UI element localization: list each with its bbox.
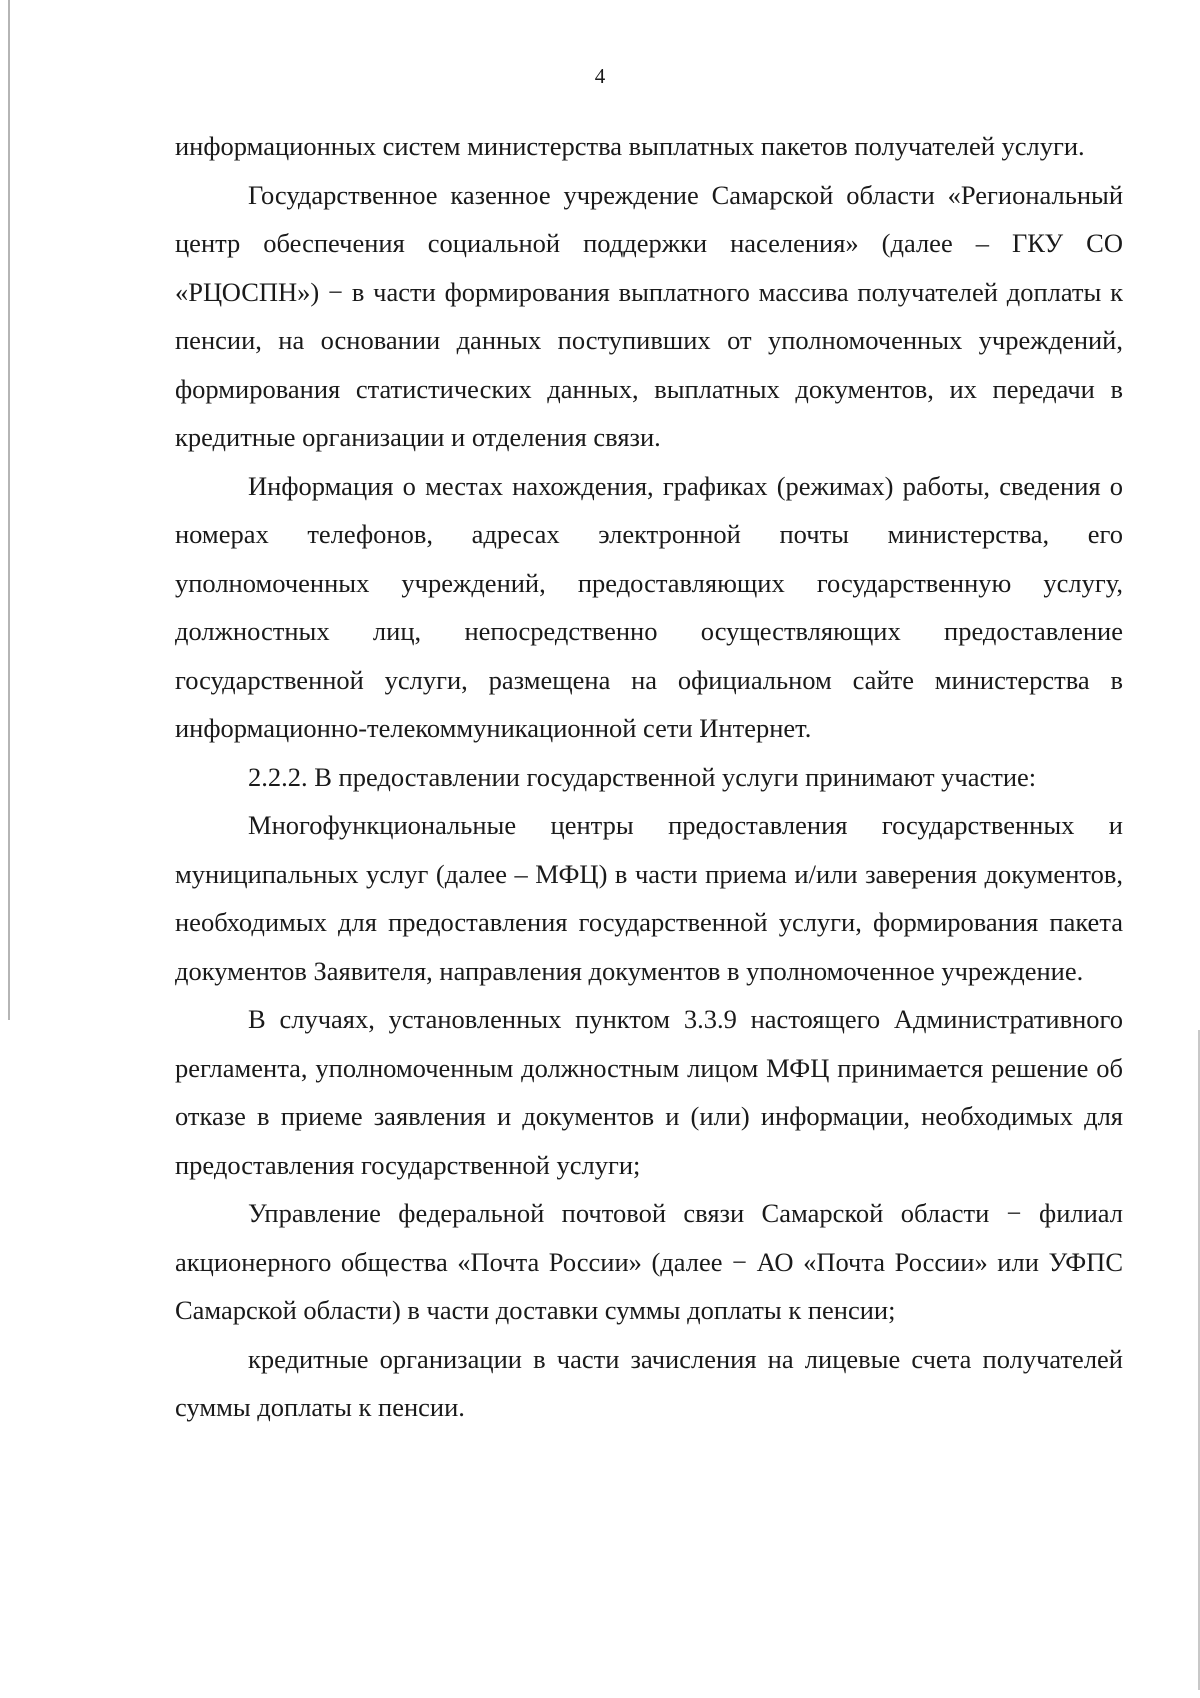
paragraph-russian-post: Управление федеральной почтовой связи Самарской области − филиал акционерного общества «Почта России» (далее − АО «Почта России» или УФПС Самарской области) в части доставки суммы доплаты к пенсии; <box>175 1198 1123 1325</box>
paragraph-credit-organizations: кредитные организации в части зачисления на лицевые счета получателей суммы доплаты к пенсии. <box>175 1343 1123 1422</box>
paragraph-contact-info: Информация о местах нахождения, графиках (режимах) работы, сведения о номерах телефонов, адресах электронной почты министерства, его уполномоченных учреждений, предоставляющих государственную услугу, должностных лиц, непосредственно осуществляющих предоставление государственной услуги, размещена на официальном сайте министерства в информационно-телекоммуникационной сети Интернет. <box>175 470 1123 743</box>
scan-edge-left <box>8 0 10 1020</box>
paragraph-mfc: Многофункциональные центры предоставления государственных и муниципальных услуг (далее – МФЦ) в части приема и/или заверения документов, необходимых для предоставления государственной услуги, формирования пакета документов Заявителя, направления документов в уполномоченное учреждение. <box>175 810 1123 986</box>
page-number: 4 <box>594 64 606 88</box>
paragraph-refusal-cases: В случаях, установленных пунктом 3.3.9 настоящего Административного регламента, уполномоченным должностным лицом МФЦ принимается решение об отказе в приеме заявления и документов и (или) информации, необходимых для предоставления государственной услуги; <box>175 1004 1123 1180</box>
document-body <box>175 122 1123 1432</box>
paragraph-gku-so-rcospn: Государственное казенное учреждение Самарской области «Региональный центр обеспечения социальной поддержки населения» (далее – ГКУ СО «РЦОСПН») − в части формирования выплатного массива получателей доплаты к пенсии, на основании данных поступивших от уполномоченных учреждений, формирования статистических данных, выплатных документов, их передачи в кредитные организации и отделения связи. <box>175 179 1123 452</box>
paragraph-continuation: информационных систем министерства выплатных пакетов получателей услуги. <box>175 131 1085 161</box>
paragraph-section-2-2-2: 2.2.2. В предоставлении государственной услуги принимают участие: <box>248 761 1037 792</box>
